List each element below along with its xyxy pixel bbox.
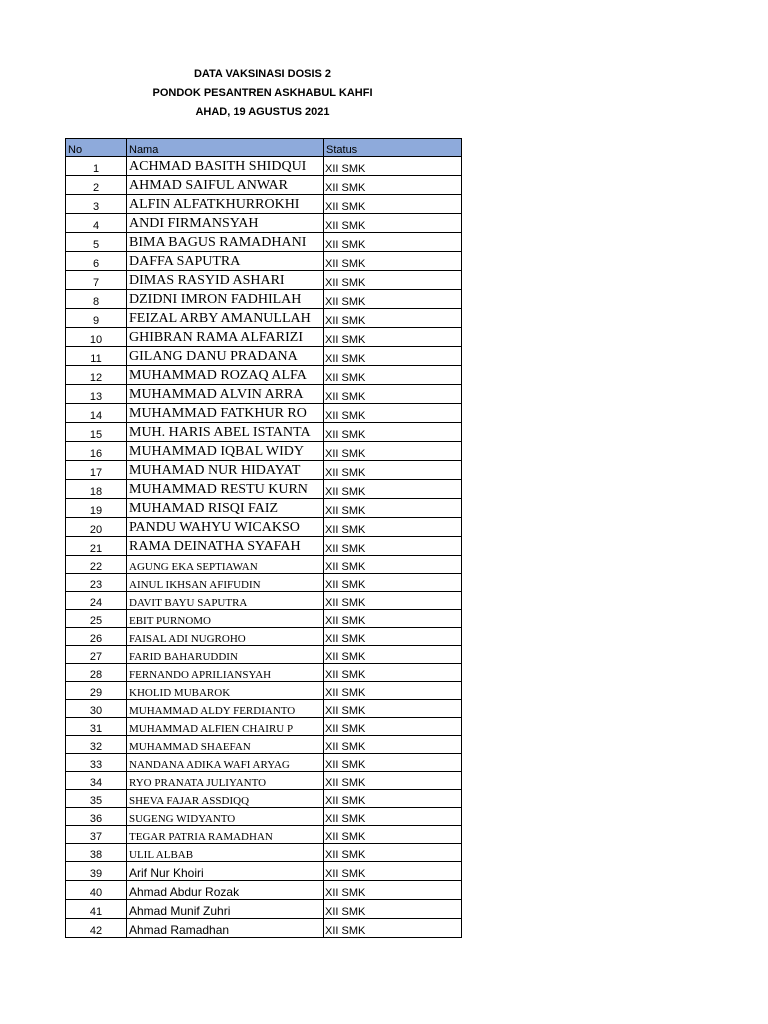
table-row: [66, 808, 462, 826]
cell-nama[interactable]: DIMAS RASYID ASHARI: [127, 271, 324, 290]
cell-nama[interactable]: Ahmad Abdur Rozak: [127, 881, 324, 900]
table-row: [66, 309, 462, 328]
cell-nama[interactable]: DAVIT BAYU SAPUTRA: [127, 592, 324, 610]
cell-nama[interactable]: FAISAL ADI NUGROHO: [127, 628, 324, 646]
cell-nama[interactable]: MUHAMMAD ALVIN ARRA: [127, 385, 324, 404]
table-row: [66, 556, 462, 574]
table-row: [66, 900, 462, 919]
table-row: [66, 195, 462, 214]
cell-nama[interactable]: GILANG DANU PRADANA: [127, 347, 324, 366]
cell-nama[interactable]: ULIL ALBAB: [127, 844, 324, 862]
cell-nama[interactable]: FARID BAHARUDDIN: [127, 646, 324, 664]
document-subtitle: PONDOK PESANTREN ASKHABUL KAHFI: [152, 87, 373, 99]
cell-nama[interactable]: PANDU WAHYU WICAKSO: [127, 518, 324, 537]
cell-nama[interactable]: MUHAMMAD FATKHUR RO: [127, 404, 324, 423]
cell-no[interactable]: 18: [66, 480, 127, 499]
cell-status[interactable]: XII SMK: [324, 844, 462, 862]
cell-no[interactable]: 33: [66, 754, 127, 772]
cell-no[interactable]: 35: [66, 790, 127, 808]
table-row: [66, 404, 462, 423]
cell-status[interactable]: XII SMK: [324, 826, 462, 844]
cell-nama[interactable]: DAFFA SAPUTRA: [127, 252, 324, 271]
table-row: [66, 790, 462, 808]
cell-status[interactable]: XII SMK: [324, 480, 462, 499]
cell-nama[interactable]: ACHMAD BASITH SHIDQUI: [127, 157, 324, 176]
cell-status[interactable]: XII SMK: [324, 682, 462, 700]
cell-status[interactable]: XII SMK: [324, 271, 462, 290]
table-row: [66, 772, 462, 790]
table-row: [66, 518, 462, 537]
cell-nama[interactable]: DZIDNI IMRON FADHILAH: [127, 290, 324, 309]
table-header-row: [66, 139, 462, 157]
table-row: [66, 574, 462, 592]
cell-status[interactable]: XII SMK: [324, 700, 462, 718]
table-row: [66, 214, 462, 233]
cell-status[interactable]: XII SMK: [324, 423, 462, 442]
cell-no[interactable]: 11: [66, 347, 127, 366]
column-header-nama[interactable]: Nama: [127, 139, 324, 157]
cell-no[interactable]: 15: [66, 423, 127, 442]
cell-status[interactable]: XII SMK: [324, 309, 462, 328]
cell-no[interactable]: 37: [66, 826, 127, 844]
cell-status[interactable]: XII SMK: [324, 176, 462, 195]
cell-nama[interactable]: TEGAR PATRIA RAMADHAN: [127, 826, 324, 844]
cell-no[interactable]: 23: [66, 574, 127, 592]
cell-no[interactable]: 12: [66, 366, 127, 385]
table-row: [66, 233, 462, 252]
cell-status[interactable]: XII SMK: [324, 366, 462, 385]
cell-status[interactable]: XII SMK: [324, 736, 462, 754]
cell-no[interactable]: 8: [66, 290, 127, 309]
table-row: [66, 366, 462, 385]
table-row: [66, 844, 462, 862]
table-row: [66, 628, 462, 646]
cell-status[interactable]: XII SMK: [324, 574, 462, 592]
table-row: [66, 271, 462, 290]
cell-status[interactable]: XII SMK: [324, 461, 462, 480]
column-header-no[interactable]: No: [66, 139, 127, 157]
cell-nama[interactable]: Ahmad Munif Zuhri: [127, 900, 324, 919]
table-row: [66, 682, 462, 700]
cell-no[interactable]: 9: [66, 309, 127, 328]
cell-status[interactable]: XII SMK: [324, 328, 462, 347]
column-header-status[interactable]: Status: [324, 139, 462, 157]
cell-no[interactable]: 28: [66, 664, 127, 682]
cell-no[interactable]: 13: [66, 385, 127, 404]
cell-nama[interactable]: AHMAD SAIFUL ANWAR: [127, 176, 324, 195]
cell-nama[interactable]: Arif Nur Khoiri: [127, 862, 324, 881]
cell-status[interactable]: XII SMK: [324, 499, 462, 518]
cell-no[interactable]: 29: [66, 682, 127, 700]
cell-status[interactable]: XII SMK: [324, 772, 462, 790]
cell-no[interactable]: 32: [66, 736, 127, 754]
cell-status[interactable]: XII SMK: [324, 290, 462, 309]
cell-no[interactable]: 20: [66, 518, 127, 537]
cell-status[interactable]: XII SMK: [324, 233, 462, 252]
cell-no[interactable]: 22: [66, 556, 127, 574]
table-row: [66, 480, 462, 499]
cell-nama[interactable]: SHEVA FAJAR ASSDIQQ: [127, 790, 324, 808]
cell-no[interactable]: 19: [66, 499, 127, 518]
table-row: [66, 700, 462, 718]
cell-status[interactable]: XII SMK: [324, 592, 462, 610]
cell-status[interactable]: XII SMK: [324, 537, 462, 556]
table-row: [66, 347, 462, 366]
table-row: [66, 664, 462, 682]
cell-nama[interactable]: EBIT PURNOMO: [127, 610, 324, 628]
table-row: [66, 919, 462, 938]
cell-no[interactable]: 30: [66, 700, 127, 718]
cell-nama[interactable]: FERNANDO APRILIANSYAH: [127, 664, 324, 682]
cell-no[interactable]: 26: [66, 628, 127, 646]
cell-no[interactable]: 7: [66, 271, 127, 290]
table-body: [66, 157, 462, 938]
table-row: [66, 252, 462, 271]
cell-nama[interactable]: MUHAMAD RISQI FAIZ: [127, 499, 324, 518]
table-row: [66, 718, 462, 736]
table-row: [66, 610, 462, 628]
cell-no[interactable]: 4: [66, 214, 127, 233]
cell-no[interactable]: 42: [66, 919, 127, 938]
cell-status[interactable]: XII SMK: [324, 157, 462, 176]
cell-nama[interactable]: NANDANA ADIKA WAFI ARYAG: [127, 754, 324, 772]
cell-no[interactable]: 25: [66, 610, 127, 628]
cell-nama[interactable]: GHIBRAN RAMA ALFARIZI: [127, 328, 324, 347]
table-row: [66, 881, 462, 900]
cell-no[interactable]: 38: [66, 844, 127, 862]
cell-status[interactable]: XII SMK: [324, 919, 462, 938]
cell-no[interactable]: 24: [66, 592, 127, 610]
table-row: [66, 754, 462, 772]
table-row: [66, 826, 462, 844]
document-date: AHAD, 19 AGUSTUS 2021: [195, 106, 330, 118]
cell-nama[interactable]: MUH. HARIS ABEL ISTANTA: [127, 423, 324, 442]
cell-status[interactable]: XII SMK: [324, 610, 462, 628]
cell-nama[interactable]: MUHAMMAD ALDY FERDIANTO: [127, 700, 324, 718]
cell-status[interactable]: XII SMK: [324, 790, 462, 808]
cell-status[interactable]: XII SMK: [324, 518, 462, 537]
cell-status[interactable]: XII SMK: [324, 808, 462, 826]
cell-no[interactable]: 16: [66, 442, 127, 461]
cell-nama[interactable]: FEIZAL ARBY AMANULLAH: [127, 309, 324, 328]
table-row: [66, 537, 462, 556]
cell-status[interactable]: XII SMK: [324, 754, 462, 772]
table-row: [66, 385, 462, 404]
table-row: [66, 646, 462, 664]
cell-status[interactable]: XII SMK: [324, 900, 462, 919]
table-row: [66, 176, 462, 195]
table-row: [66, 423, 462, 442]
cell-status[interactable]: XII SMK: [324, 646, 462, 664]
cell-status[interactable]: XII SMK: [324, 718, 462, 736]
cell-no[interactable]: 36: [66, 808, 127, 826]
table-row: [66, 862, 462, 881]
cell-status[interactable]: XII SMK: [324, 862, 462, 881]
cell-nama[interactable]: BIMA BAGUS RAMADHANI: [127, 233, 324, 252]
table-row: [66, 328, 462, 347]
table-row: [66, 290, 462, 309]
table-row: [66, 442, 462, 461]
cell-nama[interactable]: RYO PRANATA JULIYANTO: [127, 772, 324, 790]
cell-nama[interactable]: MUHAMMAD ROZAQ ALFA: [127, 366, 324, 385]
cell-no[interactable]: 34: [66, 772, 127, 790]
cell-no[interactable]: 14: [66, 404, 127, 423]
cell-no[interactable]: 10: [66, 328, 127, 347]
cell-no[interactable]: 39: [66, 862, 127, 881]
cell-no[interactable]: 17: [66, 461, 127, 480]
cell-nama[interactable]: KHOLID MUBAROK: [127, 682, 324, 700]
table-row: [66, 157, 462, 176]
cell-nama[interactable]: MUHAMMAD ALFIEN CHAIRU P: [127, 718, 324, 736]
cell-nama[interactable]: SUGENG WIDYANTO: [127, 808, 324, 826]
table-row: [66, 736, 462, 754]
vaccination-table: [65, 138, 462, 938]
cell-no[interactable]: 3: [66, 195, 127, 214]
cell-nama[interactable]: AGUNG EKA SEPTIAWAN: [127, 556, 324, 574]
cell-nama[interactable]: MUHAMAD NUR HIDAYAT: [127, 461, 324, 480]
cell-nama[interactable]: AINUL IKHSAN AFIFUDIN: [127, 574, 324, 592]
cell-nama[interactable]: ALFIN ALFATKHURROKHI: [127, 195, 324, 214]
cell-nama[interactable]: ANDI FIRMANSYAH: [127, 214, 324, 233]
cell-nama[interactable]: MUHAMMAD SHAEFAN: [127, 736, 324, 754]
cell-no[interactable]: 31: [66, 718, 127, 736]
cell-status[interactable]: XII SMK: [324, 556, 462, 574]
cell-status[interactable]: XII SMK: [324, 881, 462, 900]
cell-status[interactable]: XII SMK: [324, 252, 462, 271]
cell-status[interactable]: XII SMK: [324, 404, 462, 423]
cell-no[interactable]: 1: [66, 157, 127, 176]
cell-no[interactable]: 21: [66, 537, 127, 556]
cell-no[interactable]: 41: [66, 900, 127, 919]
cell-nama[interactable]: MUHAMMAD IQBAL WIDY: [127, 442, 324, 461]
table-row: [66, 499, 462, 518]
cell-status[interactable]: XII SMK: [324, 664, 462, 682]
cell-no[interactable]: 5: [66, 233, 127, 252]
cell-status[interactable]: XII SMK: [324, 442, 462, 461]
cell-no[interactable]: 27: [66, 646, 127, 664]
cell-no[interactable]: 2: [66, 176, 127, 195]
cell-status[interactable]: XII SMK: [324, 385, 462, 404]
cell-nama[interactable]: MUHAMMAD RESTU KURN: [127, 480, 324, 499]
cell-nama[interactable]: RAMA DEINATHA SYAFAH: [127, 537, 324, 556]
cell-no[interactable]: 40: [66, 881, 127, 900]
cell-status[interactable]: XII SMK: [324, 195, 462, 214]
cell-status[interactable]: XII SMK: [324, 214, 462, 233]
document-title: DATA VAKSINASI DOSIS 2: [193, 68, 332, 80]
cell-nama[interactable]: Ahmad Ramadhan: [127, 919, 324, 938]
table-row: [66, 461, 462, 480]
cell-status[interactable]: XII SMK: [324, 628, 462, 646]
cell-no[interactable]: 6: [66, 252, 127, 271]
cell-status[interactable]: XII SMK: [324, 347, 462, 366]
table-row: [66, 592, 462, 610]
